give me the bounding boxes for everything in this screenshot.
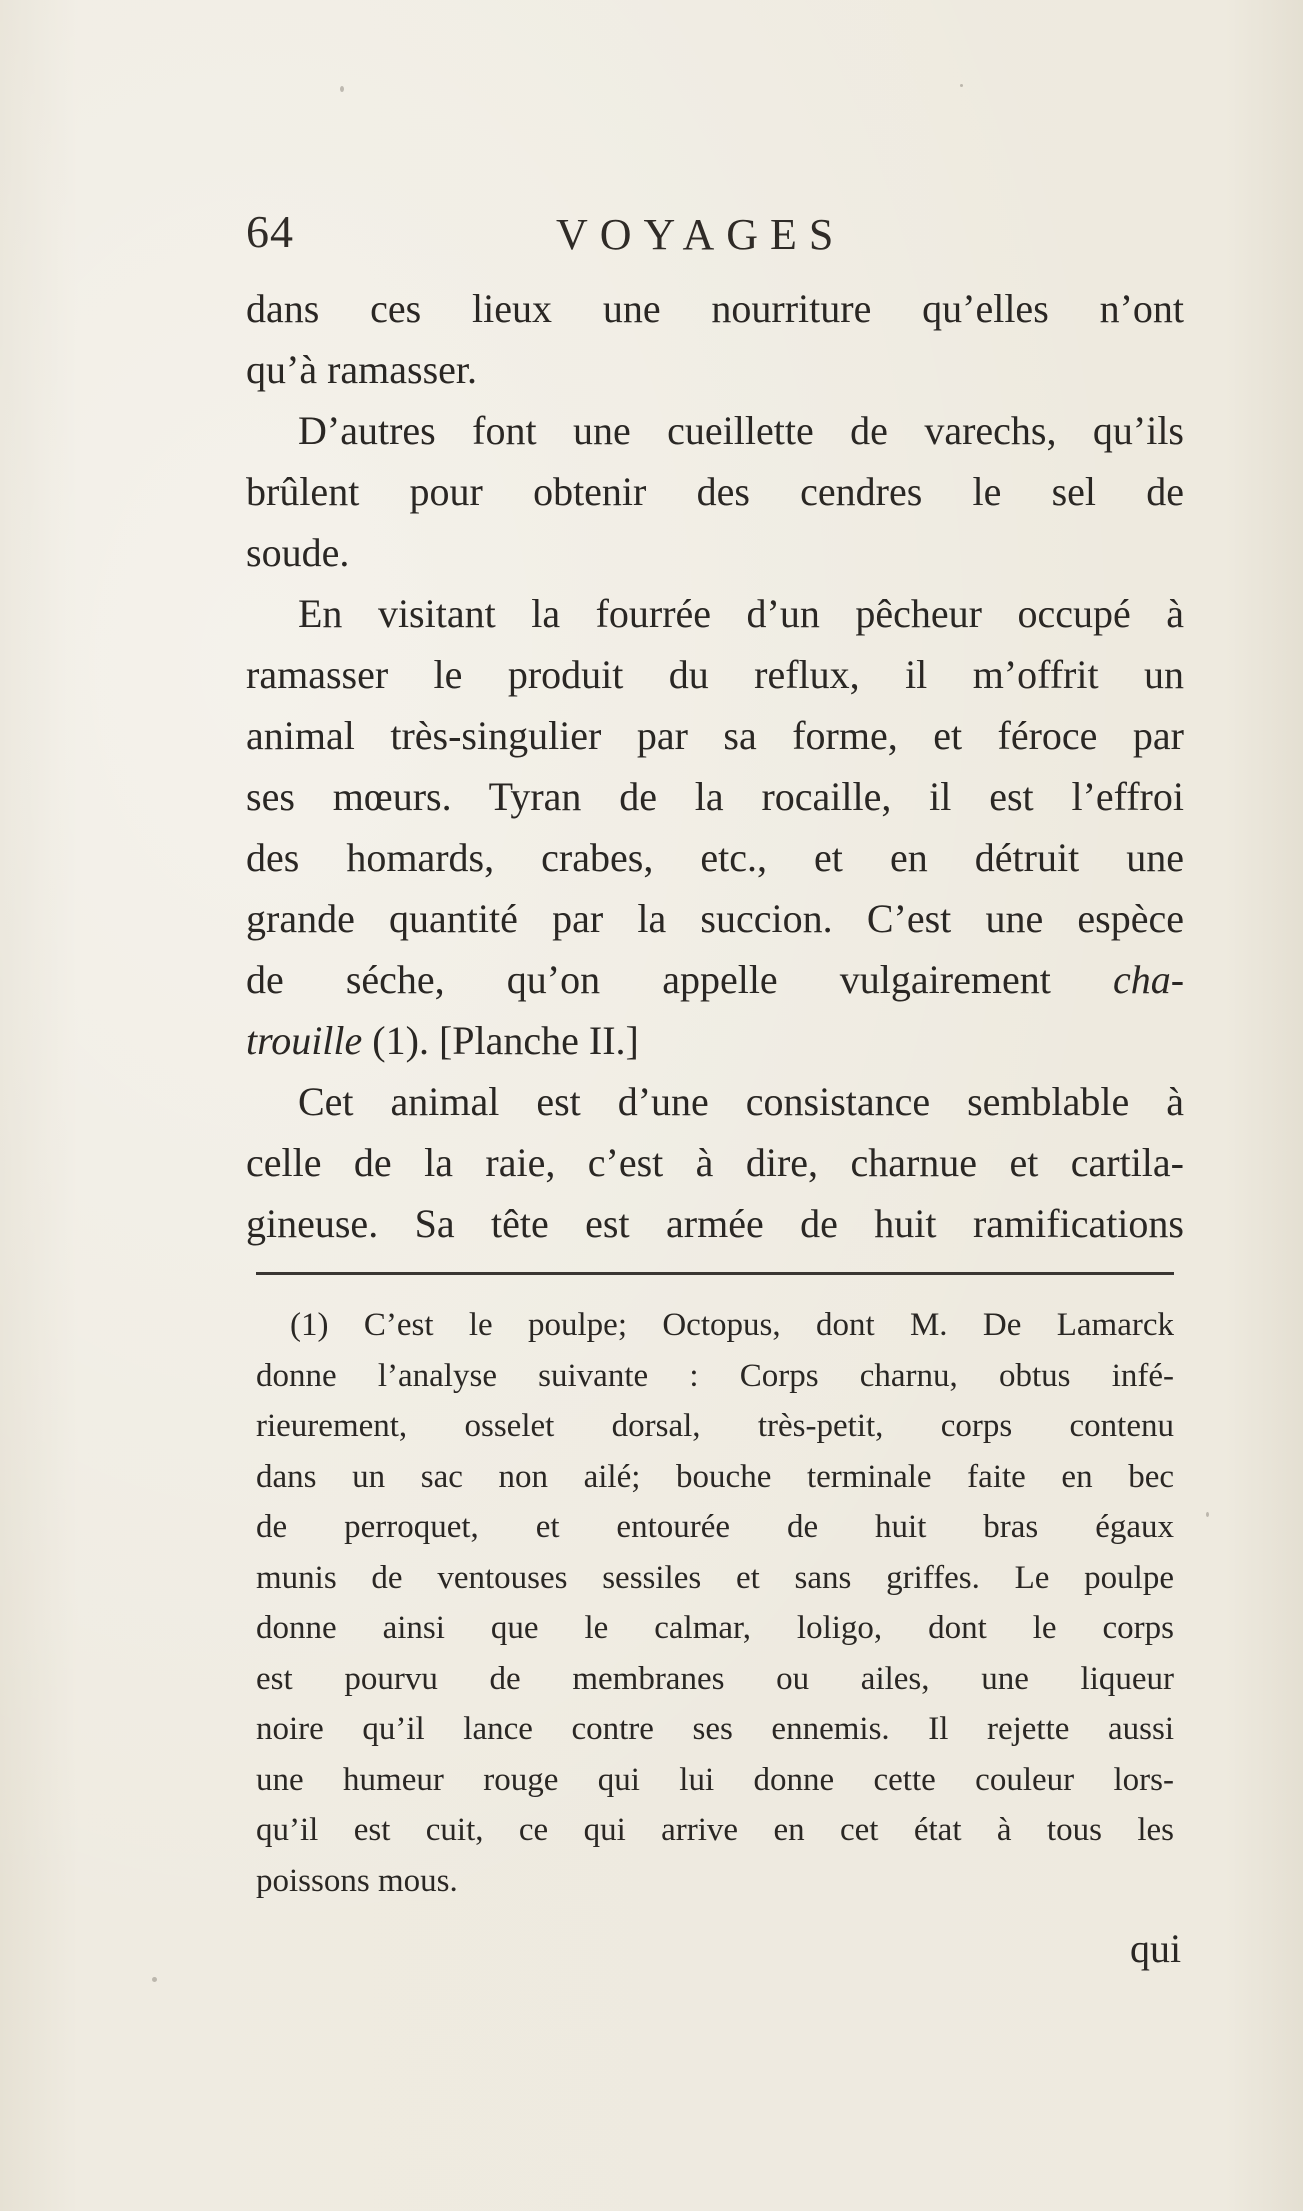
paper-speck bbox=[1206, 1512, 1209, 1517]
italic-word: trouille bbox=[246, 1018, 363, 1063]
body-line: D’autres font une cueillette de varechs, qu’ils bbox=[298, 408, 1184, 453]
catchword: qui bbox=[1130, 1926, 1182, 1971]
footnote-line: noire qu’il lance contre ses ennemis. Il rejette aussi bbox=[256, 1711, 1174, 1747]
footnote-line: dans un sac non ailé; bouche terminale faite en bec bbox=[256, 1458, 1174, 1495]
paper-speck bbox=[960, 84, 963, 87]
body-line: Cet animal est d’une consistance semblable à bbox=[298, 1079, 1184, 1124]
body-line: En visitant la fourrée d’un pêcheur occupé à bbox=[298, 591, 1184, 636]
plate-reference: (1). [Planche II.] bbox=[372, 1018, 639, 1063]
italic-word: cha- bbox=[1112, 957, 1185, 1002]
footnote-line: rieurement, osselet dorsal, très-petit, corps contenu bbox=[256, 1408, 1174, 1444]
body-line: grande quantité par la succion. C’est une espèce bbox=[246, 896, 1184, 941]
footnote-line: est pourvu de membranes ou ailes, une liqueur bbox=[256, 1660, 1174, 1697]
body-text bbox=[246, 278, 1184, 1254]
footnote-line: donne l’analyse suivante : Corps charnu, obtus infé- bbox=[256, 1357, 1174, 1394]
body-line: animal très-singulier par sa forme, et féroce par bbox=[246, 713, 1184, 758]
body-line bbox=[246, 949, 1184, 1010]
footnote-line: de perroquet, et entourée de huit bras égaux bbox=[256, 1509, 1174, 1545]
footnote-line: donne ainsi que le calmar, loligo, dont le corps bbox=[256, 1610, 1174, 1646]
body-line: dans ces lieux une nourriture qu’elles n’ont bbox=[246, 286, 1184, 331]
body-line-text: de séche, qu’on appelle vulgairement bbox=[246, 957, 1051, 1002]
body-line: des homards, crabes, etc., et en détruit une bbox=[246, 835, 1184, 880]
footnote-line: munis de ventouses sessiles et sans griffes. Le poulpe bbox=[256, 1559, 1174, 1596]
page-number: 64 bbox=[246, 206, 294, 257]
body-line: brûlent pour obtenir des cendres le sel de bbox=[246, 469, 1184, 514]
body-line bbox=[246, 1010, 1184, 1071]
footnote-line: poissons mous. bbox=[256, 1862, 458, 1899]
body-line: celle de la raie, c’est à dire, charnue et cartila- bbox=[246, 1140, 1184, 1185]
body-line: soude. bbox=[246, 530, 350, 575]
body-line: ses mœurs. Tyran de la rocaille, il est l’effroi bbox=[246, 774, 1184, 819]
footnote-line: une humeur rouge qui lui donne cette couleur lors- bbox=[256, 1761, 1174, 1798]
footnote-line: qu’il est cuit, ce qui arrive en cet état à tous les bbox=[256, 1812, 1174, 1848]
page-header bbox=[246, 205, 1186, 275]
paper-speck bbox=[152, 1977, 157, 1982]
body-line: ramasser le produit du reflux, il m’offrit un bbox=[246, 652, 1184, 697]
footnote-divider bbox=[256, 1272, 1174, 1275]
body-line: gineuse. Sa tête est armée de huit ramifications bbox=[246, 1201, 1184, 1246]
footnote-line: (1) C’est le poulpe; Octopus, dont M. De Lamarck bbox=[290, 1307, 1174, 1343]
paper-speck bbox=[340, 86, 344, 92]
body-line: qu’à ramasser. bbox=[246, 347, 478, 392]
footnote bbox=[256, 1300, 1174, 1906]
running-head: VOYAGES bbox=[556, 210, 846, 259]
